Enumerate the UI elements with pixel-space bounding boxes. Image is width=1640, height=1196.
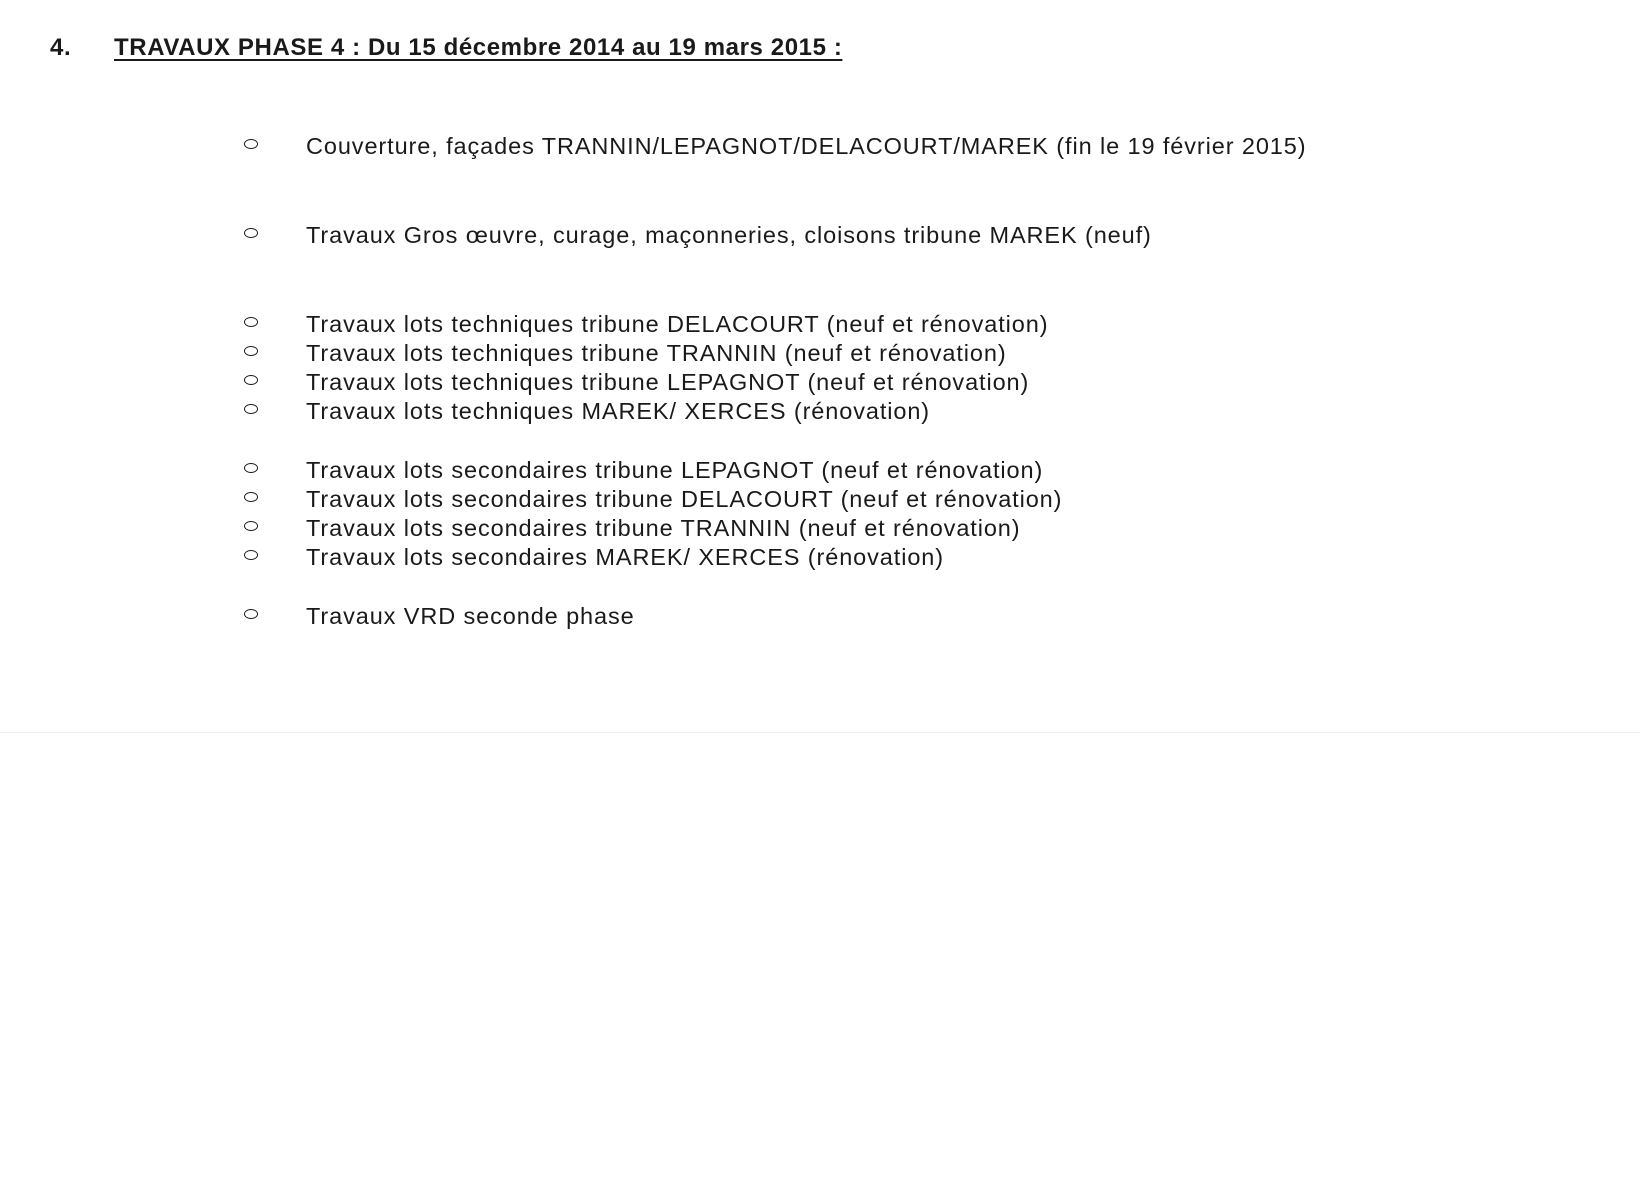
list-item-text: Travaux lots techniques tribune TRANNIN (neuf et rénovation): [306, 340, 1007, 366]
list-item-text: Travaux lots techniques tribune LEPAGNOT (neuf et rénovation): [306, 369, 1030, 395]
circle-bullet-icon: [244, 346, 258, 356]
list-item: [244, 368, 1594, 397]
list-item-text: Travaux Gros œuvre, curage, maçonneries, cloisons tribune MAREK (neuf): [306, 222, 1152, 248]
list-item: [244, 132, 1594, 161]
circle-bullet-icon: [244, 404, 258, 414]
circle-bullet-icon: [244, 317, 258, 327]
list-item: [244, 543, 1594, 572]
page-divider: [0, 732, 1640, 733]
circle-bullet-icon: [244, 375, 258, 385]
circle-bullet-icon: [244, 609, 258, 619]
circle-bullet-icon: [244, 463, 258, 473]
circle-bullet-icon: [244, 492, 258, 502]
circle-bullet-icon: [244, 550, 258, 560]
list-item-text: Travaux lots secondaires tribune TRANNIN (neuf et rénovation): [306, 515, 1021, 541]
section-title: TRAVAUX PHASE 4 : Du 15 décembre 2014 au 19 mars 2015 :: [114, 34, 843, 61]
list-item: [244, 602, 1594, 631]
list-item-text: Travaux lots techniques tribune DELACOURT (neuf et rénovation): [306, 311, 1049, 337]
list-item: [244, 397, 1594, 426]
list-item: [244, 485, 1594, 514]
list-item: [244, 310, 1594, 339]
section-heading: [50, 34, 842, 62]
list-item-text: Travaux lots secondaires tribune LEPAGNOT (neuf et rénovation): [306, 457, 1044, 483]
list-item: [244, 339, 1594, 368]
list-item: [244, 456, 1594, 485]
section-number: 4.: [50, 34, 72, 61]
list-item-text: Travaux lots secondaires tribune DELACOURT (neuf et rénovation): [306, 486, 1063, 512]
list-item-text: Travaux lots techniques MAREK/ XERCES (rénovation): [306, 398, 931, 424]
circle-bullet-icon: [244, 228, 258, 238]
list-item-text: Travaux VRD seconde phase: [306, 603, 635, 629]
circle-bullet-icon: [244, 139, 258, 149]
list-item-text: Couverture, façades TRANNIN/LEPAGNOT/DELACOURT/MAREK (fin le 19 février 2015): [306, 133, 1307, 159]
list-item: [244, 514, 1594, 543]
circle-bullet-icon: [244, 521, 258, 531]
list-item: [244, 221, 1594, 250]
list-item-text: Travaux lots secondaires MAREK/ XERCES (rénovation): [306, 544, 944, 570]
